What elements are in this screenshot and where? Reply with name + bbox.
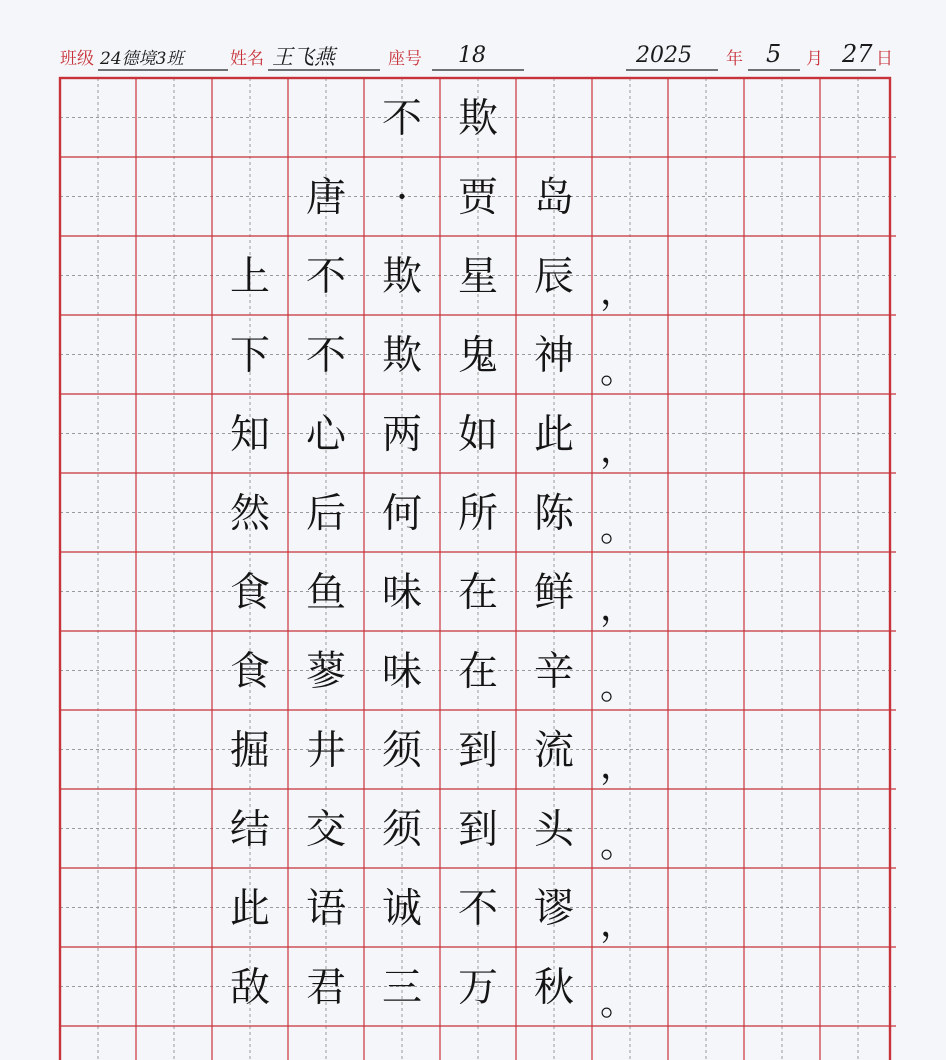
header bbox=[60, 40, 893, 70]
handwritten-character: 味 bbox=[382, 569, 422, 616]
handwritten-character: 何 bbox=[382, 490, 422, 537]
handwritten-character: 此 bbox=[534, 411, 574, 458]
handwritten-character: 鱼 bbox=[306, 569, 346, 616]
day-value: 27 bbox=[842, 40, 873, 68]
handwritten-character: 井 bbox=[306, 727, 346, 774]
handwritten-character: 唐 bbox=[306, 174, 346, 221]
handwritten-character: 欺 bbox=[458, 95, 498, 142]
punctuation-mark: 。 bbox=[600, 824, 637, 866]
handwritten-character: 敌 bbox=[230, 964, 270, 1011]
handwritten-character: 上 bbox=[230, 253, 270, 300]
name-value: 王飞燕 bbox=[272, 45, 335, 69]
handwritten-character: 不 bbox=[306, 253, 346, 300]
punctuation-mark: 。 bbox=[600, 350, 637, 392]
handwritten-character: 后 bbox=[306, 490, 346, 537]
handwritten-character: 岛 bbox=[534, 174, 574, 221]
handwritten-character: 流 bbox=[534, 727, 574, 774]
punctuation-mark: 。 bbox=[600, 508, 637, 550]
handwritten-character: 辰 bbox=[534, 253, 574, 300]
handwritten-character: 此 bbox=[230, 885, 270, 932]
handwritten-character: 结 bbox=[230, 806, 270, 853]
handwritten-character: 食 bbox=[230, 569, 270, 616]
name-label: 姓名 bbox=[230, 49, 264, 69]
handwritten-character: 鬼 bbox=[458, 332, 498, 379]
handwritten-character: 食 bbox=[230, 648, 270, 695]
handwritten-character: 君 bbox=[306, 964, 346, 1011]
handwritten-character: 到 bbox=[458, 727, 498, 774]
year-label: 年 bbox=[726, 49, 743, 69]
month-label: 月 bbox=[806, 49, 823, 69]
handwritten-character: 辛 bbox=[534, 648, 574, 695]
handwritten-character: 然 bbox=[230, 490, 270, 537]
handwritten-character: 到 bbox=[458, 806, 498, 853]
punctuation-mark: ， bbox=[600, 745, 637, 787]
handwritten-character: 在 bbox=[458, 569, 498, 616]
punctuation-mark: ， bbox=[600, 587, 637, 629]
punctuation-mark: 。 bbox=[600, 982, 637, 1024]
class-value: 24德境3班 bbox=[100, 49, 184, 69]
handwritten-character: 星 bbox=[458, 253, 498, 300]
seat-label: 座号 bbox=[388, 49, 422, 69]
handwritten-character: 三 bbox=[382, 964, 422, 1011]
handwritten-character: 心 bbox=[306, 411, 346, 458]
handwritten-character: 不 bbox=[382, 95, 422, 142]
handwritten-character: 诚 bbox=[382, 885, 422, 932]
handwritten-character: 在 bbox=[458, 648, 498, 695]
handwritten-character: 蓼 bbox=[306, 648, 346, 695]
handwritten-character: 不 bbox=[306, 332, 346, 379]
seat-value: 18 bbox=[458, 43, 486, 68]
handwritten-character: 知 bbox=[230, 411, 270, 458]
handwritten-character: 鲜 bbox=[534, 569, 574, 616]
handwritten-character: · bbox=[395, 174, 409, 221]
year-value: 2025 bbox=[636, 43, 692, 68]
handwritten-character: 神 bbox=[534, 332, 574, 379]
punctuation-mark: ， bbox=[600, 903, 637, 945]
handwritten-character: 陈 bbox=[534, 490, 574, 537]
day-label: 日 bbox=[876, 49, 893, 69]
handwritten-text bbox=[230, 96, 636, 1024]
handwritten-character: 语 bbox=[306, 885, 346, 932]
handwritten-character: 须 bbox=[382, 727, 422, 774]
handwritten-character: 交 bbox=[306, 806, 346, 853]
handwritten-character: 头 bbox=[534, 806, 574, 853]
punctuation-mark: 。 bbox=[600, 666, 637, 708]
handwritten-character: 两 bbox=[382, 411, 422, 458]
handwritten-character: 如 bbox=[458, 411, 498, 458]
punctuation-mark: ， bbox=[600, 429, 637, 471]
handwritten-character: 贾 bbox=[458, 174, 498, 221]
handwritten-character: 谬 bbox=[534, 885, 574, 932]
handwritten-character: 须 bbox=[382, 806, 422, 853]
handwritten-character: 味 bbox=[382, 648, 422, 695]
handwritten-character: 所 bbox=[458, 490, 498, 537]
handwritten-character: 欺 bbox=[382, 332, 422, 379]
class-label: 班级 bbox=[60, 49, 94, 69]
handwritten-character: 不 bbox=[458, 885, 498, 932]
month-value: 5 bbox=[766, 40, 782, 68]
handwritten-character: 掘 bbox=[230, 727, 270, 774]
handwritten-character: 秋 bbox=[534, 964, 574, 1011]
handwritten-character: 欺 bbox=[382, 253, 422, 300]
punctuation-mark: ， bbox=[600, 271, 637, 313]
handwritten-character: 下 bbox=[230, 332, 270, 379]
handwritten-character: 万 bbox=[458, 964, 498, 1011]
